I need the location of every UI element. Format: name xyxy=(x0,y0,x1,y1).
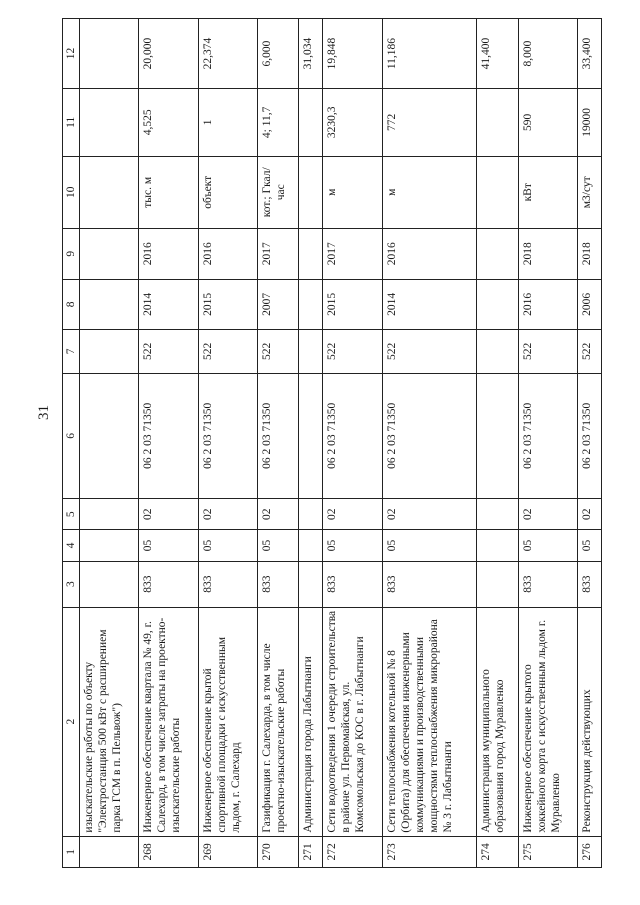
table-cell: 268 xyxy=(139,836,198,867)
row-name-cell: Газификация г. Салехарда, в том числе проектно-изыскательские работы xyxy=(257,607,299,836)
table-cell: 19,848 xyxy=(323,19,382,89)
table-cell: 522 xyxy=(518,330,577,373)
table-cell: 522 xyxy=(382,330,477,373)
table-cell: 275 xyxy=(518,836,577,867)
table-cell: объект xyxy=(198,156,257,228)
table-cell: м xyxy=(382,156,477,228)
table-cell: 05 xyxy=(139,530,198,561)
table-cell: 06 2 03 71350 xyxy=(577,373,601,498)
table-cell xyxy=(477,89,519,157)
table-cell: 05 xyxy=(518,530,577,561)
table-cell: 833 xyxy=(257,561,299,607)
table-row xyxy=(80,19,139,868)
table-cell xyxy=(299,89,323,157)
budget-table-sheet xyxy=(62,18,602,868)
table-cell: 05 xyxy=(382,530,477,561)
table-row xyxy=(139,19,198,868)
table-cell xyxy=(80,228,139,279)
table-cell: 833 xyxy=(518,561,577,607)
column-number-header xyxy=(63,19,80,868)
table-cell xyxy=(299,228,323,279)
table-cell: 522 xyxy=(577,330,601,373)
table-cell: 2018 xyxy=(518,228,577,279)
col-header: 1 xyxy=(63,836,80,867)
table-cell: 269 xyxy=(198,836,257,867)
table-row xyxy=(477,19,519,868)
row-name-cell: Реконструкция действующих xyxy=(577,607,601,836)
page-number: 31 xyxy=(36,405,52,420)
table-cell xyxy=(477,228,519,279)
table-cell: кВт xyxy=(518,156,577,228)
table-cell xyxy=(80,561,139,607)
table-cell: 06 2 03 71350 xyxy=(257,373,299,498)
row-name-cell: Администрация города Лабытнанги xyxy=(299,607,323,836)
table-cell: 270 xyxy=(257,836,299,867)
table-cell: 4,525 xyxy=(139,89,198,157)
table-cell xyxy=(80,19,139,89)
table-cell: 271 xyxy=(299,836,323,867)
table-cell: тыс. м xyxy=(139,156,198,228)
table-cell: 2016 xyxy=(139,228,198,279)
table-cell: 833 xyxy=(577,561,601,607)
table-cell xyxy=(80,530,139,561)
col-header: 6 xyxy=(63,373,80,498)
table-cell: 05 xyxy=(323,530,382,561)
table-row xyxy=(299,19,323,868)
col-header: 9 xyxy=(63,228,80,279)
table-cell: 20,000 xyxy=(139,19,198,89)
table-cell: 2018 xyxy=(577,228,601,279)
table-cell: 2016 xyxy=(198,228,257,279)
table-cell: 522 xyxy=(323,330,382,373)
table-cell: 833 xyxy=(198,561,257,607)
table-cell xyxy=(80,279,139,330)
table-cell xyxy=(80,836,139,867)
table-cell: 2017 xyxy=(323,228,382,279)
table-cell: 05 xyxy=(257,530,299,561)
table-cell xyxy=(477,156,519,228)
table-cell: 2014 xyxy=(139,279,198,330)
table-cell: 02 xyxy=(518,499,577,530)
table-cell: м xyxy=(323,156,382,228)
table-cell xyxy=(477,330,519,373)
col-header: 4 xyxy=(63,530,80,561)
table-cell xyxy=(299,373,323,498)
budget-table xyxy=(62,18,602,868)
col-header: 2 xyxy=(63,607,80,836)
table-cell xyxy=(80,156,139,228)
table-row xyxy=(323,19,382,868)
table-cell: 2015 xyxy=(323,279,382,330)
table-cell: 06 2 03 71350 xyxy=(323,373,382,498)
table-cell: 11,186 xyxy=(382,19,477,89)
table-cell xyxy=(299,561,323,607)
table-cell: 02 xyxy=(257,499,299,530)
table-cell: 19000 xyxy=(577,89,601,157)
table-cell: кот.; Гкал/час xyxy=(257,156,299,228)
table-cell xyxy=(477,499,519,530)
table-cell: 6,000 xyxy=(257,19,299,89)
row-name-cell: Сети теплоснабжения котельной № 8 (Орбита) для обеспечения инженерными коммуникациями и производственными мощностями теплоснабжения микрорайона № 3 г. Лабытнанги xyxy=(382,607,477,836)
table-cell: 522 xyxy=(198,330,257,373)
table-cell: 833 xyxy=(382,561,477,607)
table-cell: 22,374 xyxy=(198,19,257,89)
table-cell: 4; 11,7 xyxy=(257,89,299,157)
table-cell: 273 xyxy=(382,836,477,867)
row-name-cell: Сети водоотведения 1 очереди строительства в районе ул. Первомайская, ул. Комсомольская до КОС в г. Лабытнанги xyxy=(323,607,382,836)
table-cell: 272 xyxy=(323,836,382,867)
table-cell xyxy=(299,156,323,228)
table-cell: 522 xyxy=(257,330,299,373)
table-cell: 31,034 xyxy=(299,19,323,89)
table-row xyxy=(257,19,299,868)
table-cell: 522 xyxy=(139,330,198,373)
table-cell: 02 xyxy=(577,499,601,530)
table-cell: 02 xyxy=(139,499,198,530)
table-cell: 06 2 03 71350 xyxy=(198,373,257,498)
table-cell xyxy=(299,499,323,530)
table-cell: 06 2 03 71350 xyxy=(382,373,477,498)
table-cell xyxy=(477,561,519,607)
row-name-cell: Инженерное обеспечение квартала № 49, г. Салехард, в том числе затраты на проектно-изыскательские работы xyxy=(139,607,198,836)
col-header: 12 xyxy=(63,19,80,89)
col-header: 3 xyxy=(63,561,80,607)
table-cell: 02 xyxy=(323,499,382,530)
table-cell xyxy=(80,330,139,373)
table-cell: 590 xyxy=(518,89,577,157)
table-cell: 2016 xyxy=(382,228,477,279)
table-cell: 833 xyxy=(139,561,198,607)
table-cell xyxy=(80,499,139,530)
table-cell: 3230,3 xyxy=(323,89,382,157)
table-cell: 41,400 xyxy=(477,19,519,89)
table-cell: 06 2 03 71350 xyxy=(139,373,198,498)
table-cell: 1 xyxy=(198,89,257,157)
col-header: 10 xyxy=(63,156,80,228)
table-cell: 02 xyxy=(198,499,257,530)
table-cell: 772 xyxy=(382,89,477,157)
row-name-cell: Администрация муниципального образования город Муравленко xyxy=(477,607,519,836)
row-name-cell: Инженерное обеспечение крытой спортивной площадки с искусственным льдом, г. Салехард xyxy=(198,607,257,836)
row-name-cell: Инженерное обеспечение крытого хоккейного корта с искусственным льдом г. Муравленко xyxy=(518,607,577,836)
col-header: 8 xyxy=(63,279,80,330)
table-row xyxy=(518,19,577,868)
table-cell: 274 xyxy=(477,836,519,867)
table-cell xyxy=(299,279,323,330)
col-header: 7 xyxy=(63,330,80,373)
table-cell: 33,400 xyxy=(577,19,601,89)
table-cell: 8,000 xyxy=(518,19,577,89)
col-header: 11 xyxy=(63,89,80,157)
table-cell xyxy=(80,373,139,498)
table-row xyxy=(577,19,601,868)
table-cell: 2014 xyxy=(382,279,477,330)
table-cell xyxy=(80,89,139,157)
table-cell xyxy=(477,373,519,498)
table-cell: 2006 xyxy=(577,279,601,330)
table-cell xyxy=(477,530,519,561)
table-cell: 276 xyxy=(577,836,601,867)
table-cell: 06 2 03 71350 xyxy=(518,373,577,498)
table-cell: 02 xyxy=(382,499,477,530)
table-cell: 05 xyxy=(198,530,257,561)
table-cell: 05 xyxy=(577,530,601,561)
table-cell: м3/сут xyxy=(577,156,601,228)
table-cell xyxy=(299,530,323,561)
col-header: 5 xyxy=(63,499,80,530)
table-cell: 2007 xyxy=(257,279,299,330)
table-cell xyxy=(477,279,519,330)
table-row xyxy=(198,19,257,868)
table-cell xyxy=(299,330,323,373)
table-row xyxy=(382,19,477,868)
table-cell: 2017 xyxy=(257,228,299,279)
table-cell: 2016 xyxy=(518,279,577,330)
table-cell: 2015 xyxy=(198,279,257,330)
table-cell: 833 xyxy=(323,561,382,607)
row-name-cell: изыскательские работы по объекту "Электростанция 500 кВт с расширением парка ГСМ в п. Пельвож") xyxy=(80,607,139,836)
